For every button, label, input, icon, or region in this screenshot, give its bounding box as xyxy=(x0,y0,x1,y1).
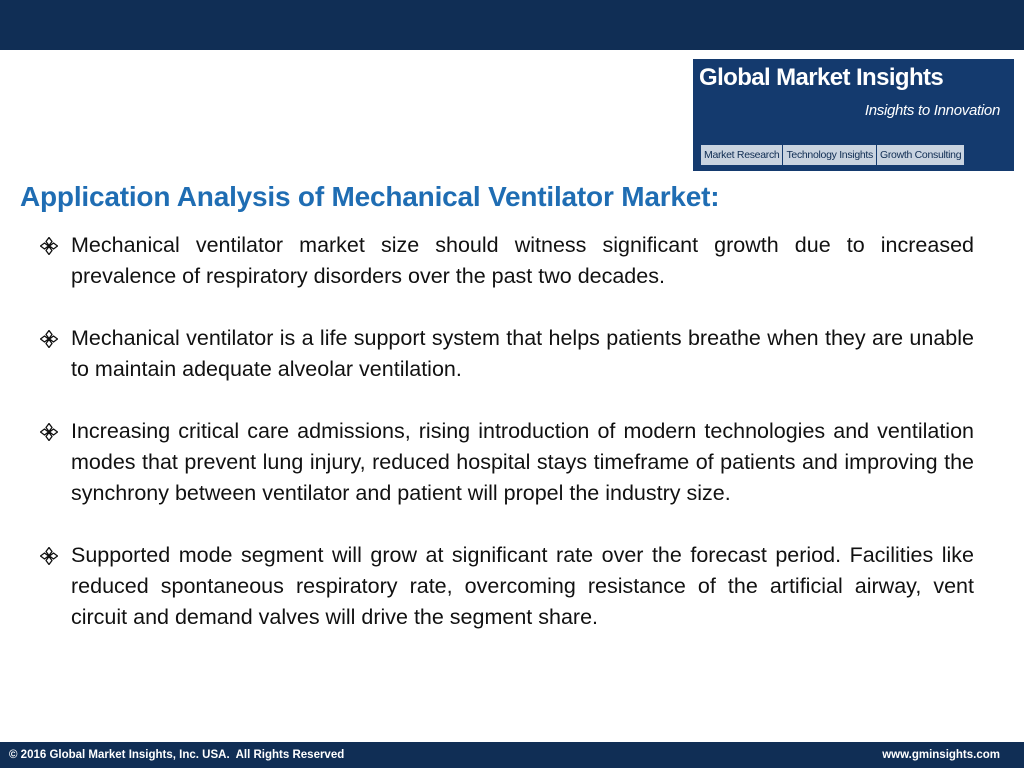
diamond-bullet-icon xyxy=(40,547,58,565)
website-link[interactable]: www.gminsights.com xyxy=(882,749,1000,761)
bullet-item xyxy=(40,540,974,633)
bullet-item xyxy=(40,416,974,509)
copyright-text: © 2016 Global Market Insights, Inc. USA. All Rights Reserved xyxy=(9,749,345,761)
bullet-text: Mechanical ventilator is a life support system that helps patients breathe when they are unable to maintain adequate alveolar ventilation. xyxy=(71,326,974,381)
company-logo xyxy=(693,59,1014,171)
logo-tags xyxy=(701,145,964,165)
logo-tagline: Insights to Innovation xyxy=(864,102,1000,119)
logo-tag-technology-insights: Technology Insights xyxy=(783,145,877,165)
diamond-bullet-icon xyxy=(40,237,58,255)
logo-tag-market-research: Market Research xyxy=(701,145,783,165)
bullet-list xyxy=(40,230,974,664)
logo-name: Global Market Insights xyxy=(699,64,944,91)
footer-bar xyxy=(0,742,1024,768)
diamond-bullet-icon xyxy=(40,330,58,348)
logo-tag-growth-consulting: Growth Consulting xyxy=(879,149,962,161)
bullet-item xyxy=(40,323,974,385)
slide-title: Application Analysis of Mechanical Ventilator Market: xyxy=(20,181,720,212)
bullet-text: Increasing critical care admissions, rising introduction of modern technologies and ventilation modes that prevent lung injury, reduced hospital stays timeframe of patients and improving the synchrony between ventilator and patient will propel the industry size. xyxy=(71,419,974,505)
bullet-text: Mechanical ventilator market size should witness significant growth due to increased prevalence of respiratory disorders over the past two decades. xyxy=(71,233,974,288)
bullet-item xyxy=(40,230,974,292)
diamond-bullet-icon xyxy=(40,423,58,441)
bullet-text: Supported mode segment will grow at significant rate over the forecast period. Facilities like reduced spontaneous respiratory rate, overcoming resistance of the artificial airway, vent circuit and demand valves will drive the segment share. xyxy=(71,543,974,629)
top-bar xyxy=(0,0,1024,50)
